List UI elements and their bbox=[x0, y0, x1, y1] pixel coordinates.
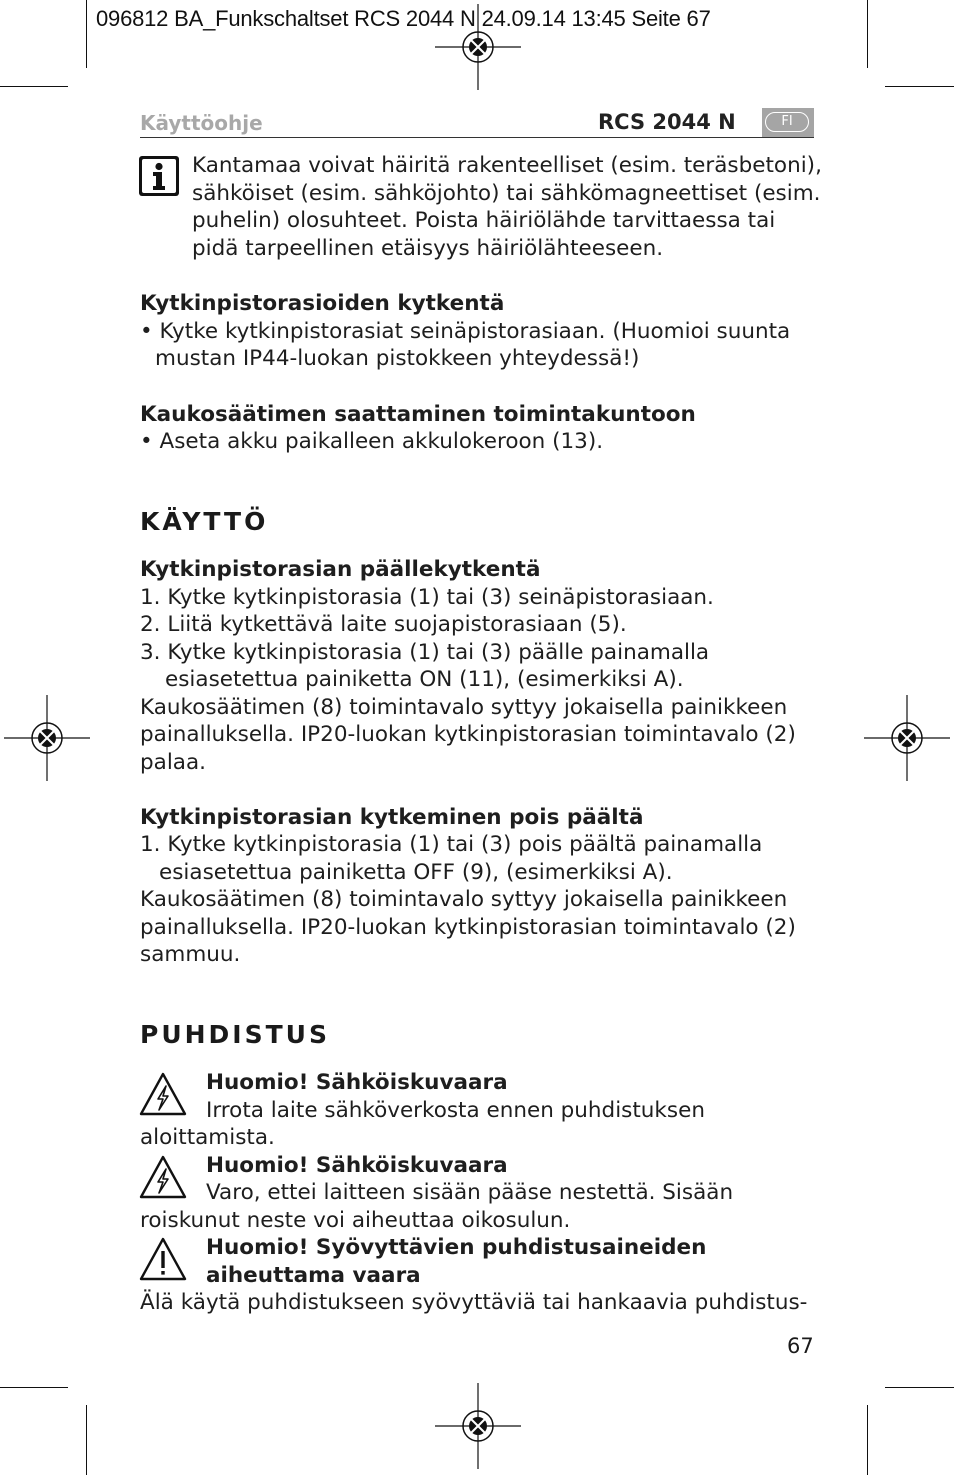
info-note-line: sähköiset (esim. sähköjohto) tai sähkömagneettiset (esim. bbox=[192, 181, 821, 206]
running-header-title: Käyttöohje bbox=[140, 111, 263, 135]
page-number: 67 bbox=[787, 1334, 814, 1358]
warning-heading: Huomio! Sähköiskuvaara bbox=[206, 1070, 508, 1095]
electric-hazard-icon bbox=[139, 1072, 187, 1116]
switch-off-line: esiasetettua painiketta OFF (9), (esimerkiksi A). bbox=[159, 860, 673, 885]
switch-on-line: esiasetettua painiketta ON (11), (esimerkiksi A). bbox=[165, 667, 684, 692]
subheading-switch-off: Kytkinpistorasian kytkeminen pois päältä bbox=[140, 805, 644, 830]
warning-text-line: Älä käytä puhdistukseen syövyttäviä tai hankaavia puhdistus- bbox=[140, 1290, 808, 1315]
registration-mark-bottom-icon bbox=[435, 1383, 521, 1469]
section-title-puhdistus: PUHDISTUS bbox=[140, 1020, 330, 1049]
language-code: FI bbox=[765, 112, 809, 132]
info-note-line: puhelin) olosuhteet. Poista häiriölähde tarvittaessa tai bbox=[192, 208, 776, 233]
section-heading-remote-ready: Kaukosäätimen saattaminen toimintakuntoon bbox=[140, 402, 696, 427]
switch-on-line: 2. Liitä kytkettävä laite suojapistorasiaan (5). bbox=[140, 612, 627, 637]
switch-on-line: Kaukosäätimen (8) toimintavalo syttyy jokaisella painikkeen bbox=[140, 695, 788, 720]
warning-heading: Huomio! Sähköiskuvaara bbox=[206, 1153, 508, 1178]
print-slug-line: 096812 BA_Funkschaltset RCS 2044 N 24.09.14 13:45 Seite 67 bbox=[96, 6, 711, 31]
warning-text-line: Irrota laite sähköverkosta ennen puhdistuksen bbox=[206, 1098, 705, 1123]
info-icon bbox=[139, 156, 179, 196]
socket-connect-line: mustan IP44-luokan pistokkeen yhteydessä!) bbox=[155, 346, 640, 371]
section-heading-socket-connect: Kytkinpistorasioiden kytkentä bbox=[140, 291, 505, 316]
switch-on-line: painalluksella. IP20-luokan kytkinpistorasian toimintavalo (2) bbox=[140, 722, 796, 747]
switch-on-line: palaa. bbox=[140, 750, 206, 775]
section-title-kaytto: KÄYTTÖ bbox=[140, 507, 269, 536]
switch-on-line: 3. Kytke kytkinpistorasia (1) tai (3) päälle painamalla bbox=[140, 640, 710, 665]
remote-ready-line: • Aseta akku paikalleen akkulokeroon (13). bbox=[140, 429, 604, 454]
switch-off-line: 1. Kytke kytkinpistorasia (1) tai (3) pois päältä painamalla bbox=[140, 832, 763, 857]
crop-mark-top-left-h bbox=[0, 86, 68, 87]
warning-exclamation-icon bbox=[139, 1237, 187, 1281]
running-header-model: RCS 2044 N bbox=[598, 110, 736, 134]
warning-text-line: Varo, ettei laitteen sisään pääse nestettä. Sisään bbox=[206, 1180, 734, 1205]
registration-mark-top-icon bbox=[435, 4, 521, 90]
electric-hazard-icon bbox=[139, 1155, 187, 1199]
switch-off-line: sammuu. bbox=[140, 942, 241, 967]
registration-mark-right-icon bbox=[864, 695, 950, 781]
warning-heading: aiheuttama vaara bbox=[206, 1263, 421, 1288]
switch-on-line: 1. Kytke kytkinpistorasia (1) tai (3) seinäpistorasiaan. bbox=[140, 585, 714, 610]
header-rule bbox=[140, 137, 814, 138]
warning-heading: Huomio! Syövyttävien puhdistusaineiden bbox=[206, 1235, 707, 1260]
language-badge bbox=[762, 108, 814, 137]
switch-off-line: painalluksella. IP20-luokan kytkinpistorasian toimintavalo (2) bbox=[140, 915, 796, 940]
warning-text-line: roiskunut neste voi aiheuttaa oikosulun. bbox=[140, 1208, 571, 1233]
warning-text-line: aloittamista. bbox=[140, 1125, 275, 1150]
crop-mark-bottom-right-h bbox=[885, 1387, 954, 1388]
crop-mark-top-right-h bbox=[885, 86, 954, 87]
registration-mark-left-icon bbox=[4, 695, 90, 781]
switch-off-line: Kaukosäätimen (8) toimintavalo syttyy jokaisella painikkeen bbox=[140, 887, 788, 912]
socket-connect-line: • Kytke kytkinpistorasiat seinäpistorasiaan. (Huomioi suunta bbox=[140, 319, 791, 344]
crop-mark-top-right-v bbox=[867, 0, 868, 68]
info-note-line: pidä tarpeellinen etäisyys häiriölähteeseen. bbox=[192, 236, 664, 261]
crop-mark-bottom-right-v bbox=[867, 1405, 868, 1475]
crop-mark-bottom-left-h bbox=[0, 1387, 68, 1388]
info-note-line: Kantamaa voivat häiritä rakenteelliset (esim. teräsbetoni), bbox=[192, 153, 822, 178]
crop-mark-bottom-left-v bbox=[86, 1405, 87, 1475]
crop-mark-top-left-v bbox=[86, 0, 87, 68]
subheading-switch-on: Kytkinpistorasian päällekytkentä bbox=[140, 557, 541, 582]
